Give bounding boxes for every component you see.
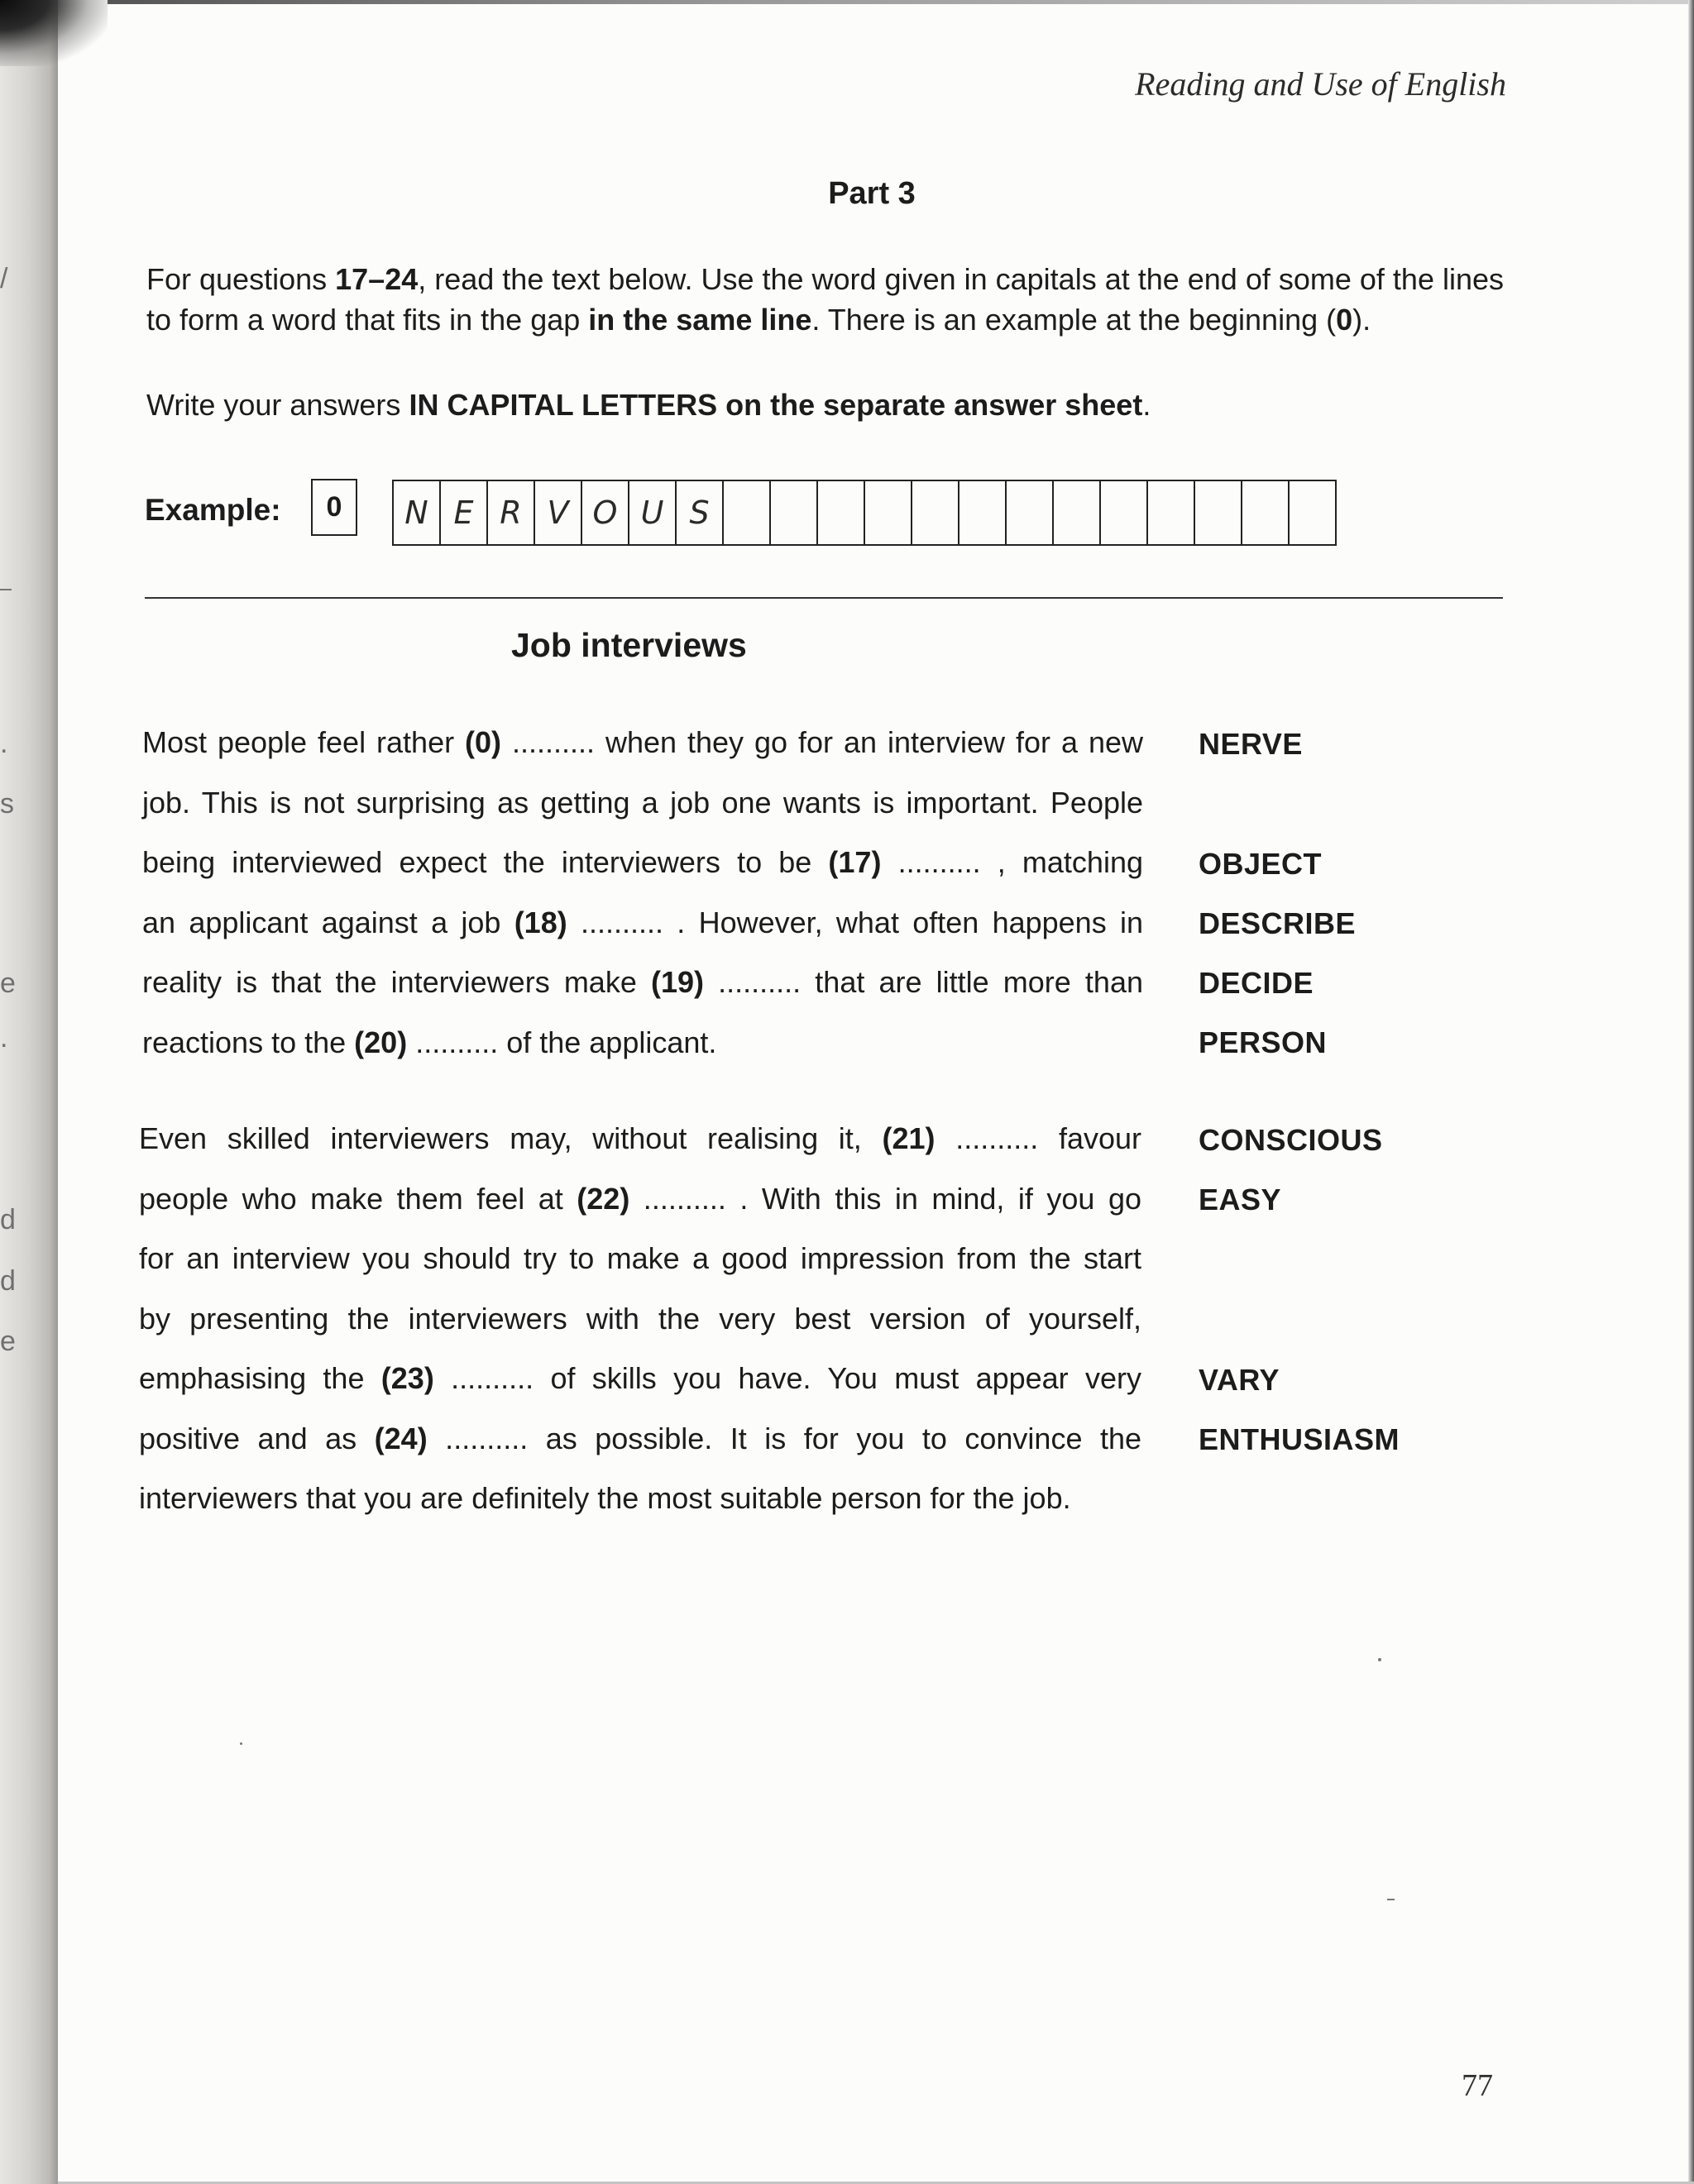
- paper-speck: [1387, 1899, 1395, 1900]
- gap-number: (22): [577, 1181, 630, 1216]
- margin-fragment: s: [0, 788, 14, 820]
- line-text: .......... of the applicant.: [407, 1025, 717, 1059]
- example-letter-box: [724, 481, 771, 544]
- line-text: .......... , matching: [881, 845, 1143, 880]
- text-line: [139, 1302, 1141, 1336]
- example-letter-box: U: [629, 481, 677, 544]
- example-letter-box: V: [535, 481, 582, 544]
- instructions-paragraph-2: [146, 385, 1507, 425]
- instr-question-range: 17–24: [335, 262, 419, 296]
- instr-emphasis: in the same line: [588, 303, 812, 337]
- keyword-conscious: CONSCIOUS: [1199, 1123, 1383, 1157]
- example-letter-box: [1007, 481, 1054, 544]
- line-text: .......... of skills you have. You must appear very: [433, 1361, 1141, 1395]
- line-text: people who make them feel at: [139, 1181, 577, 1216]
- instr-example-number: 0: [1336, 303, 1353, 337]
- margin-fragment: e: [0, 968, 16, 999]
- gap-number: (19): [650, 965, 705, 1000]
- keyword-person: PERSON: [1199, 1025, 1328, 1059]
- line-text: Even skilled interviewers may, without realising it,: [139, 1121, 883, 1155]
- text-line: [142, 906, 1143, 940]
- paper-speck: [240, 1742, 242, 1745]
- gap-number: (18): [514, 905, 567, 939]
- line-text: being interviewed expect the interviewers to be: [142, 845, 829, 880]
- instr-text: . There is an example at the beginning (: [811, 303, 1337, 337]
- margin-rule-fragment: [0, 589, 12, 590]
- text-line: [139, 1121, 1141, 1156]
- example-letter-box: [1242, 481, 1290, 544]
- example-letter-box: [959, 481, 1007, 544]
- part-title: Part 3: [828, 176, 916, 211]
- margin-fragment: d: [0, 1204, 16, 1235]
- instr-text: ).: [1352, 303, 1371, 337]
- margin-fragment: .: [0, 728, 8, 759]
- example-number-box: 0: [311, 479, 357, 536]
- example-answer-boxes: [392, 480, 1337, 546]
- line-text: .......... as possible. It is for you to convince the: [427, 1421, 1142, 1455]
- line-text: an applicant against a job: [142, 905, 514, 939]
- text-line: [142, 1025, 1143, 1060]
- margin-fragment: .: [0, 1022, 8, 1054]
- example-letter-box: O: [582, 481, 629, 544]
- gap-number: (23): [380, 1361, 434, 1395]
- example-letter-box: [1101, 481, 1148, 544]
- line-text: Most people feel rather: [142, 725, 466, 759]
- example-letter-box: [771, 481, 818, 544]
- line-text: .......... . However, what often happens in: [567, 905, 1144, 939]
- line-text: positive and as: [139, 1421, 375, 1455]
- line-text: for an interview you should try to make a good impression from the start: [139, 1241, 1141, 1275]
- text-line: [139, 1481, 1141, 1516]
- page-corner-shadow: [0, 0, 108, 66]
- section-divider: [145, 597, 1503, 599]
- running-head: Reading and Use of English: [1135, 65, 1506, 103]
- instr-text: Write your answers: [146, 388, 409, 422]
- margin-fragment: /: [0, 263, 8, 294]
- page-number: 77: [1462, 2068, 1493, 2103]
- text-line: [142, 725, 1143, 760]
- text-line: [142, 965, 1143, 1000]
- page-right-edge: [1688, 0, 1694, 2184]
- line-text: .......... that are little more than: [704, 965, 1143, 1000]
- line-text: .......... when they go for an interview for a new: [501, 725, 1143, 759]
- line-text: interviewers that you are definitely the most suitable person for the job.: [139, 1481, 1071, 1515]
- line-text: by presenting the interviewers with the very best version of yourself,: [139, 1301, 1141, 1336]
- book-spine: [0, 0, 58, 2184]
- example-letter-box: [818, 481, 865, 544]
- text-line: [142, 845, 1143, 880]
- line-text: job. This is not surprising as getting a job one wants is important. People: [142, 785, 1143, 820]
- gap-number: (17): [828, 845, 882, 880]
- text-line: [139, 1422, 1141, 1456]
- example-letter-box: [865, 481, 912, 544]
- instr-text: .: [1142, 388, 1151, 422]
- example-letter-box: [1290, 481, 1337, 544]
- instr-text: For questions: [146, 262, 336, 296]
- example-letter-box: N: [394, 481, 441, 544]
- keyword-describe: DESCRIBE: [1199, 906, 1357, 940]
- keyword-decide: DECIDE: [1199, 966, 1314, 1000]
- instructions-paragraph-1: [146, 259, 1507, 340]
- keyword-object: OBJECT: [1199, 847, 1323, 881]
- text-line: [142, 786, 1143, 820]
- example-letter-box: S: [677, 481, 724, 544]
- text-line: [139, 1241, 1141, 1276]
- keyword-easy: EASY: [1199, 1183, 1282, 1216]
- example-letter-box: [912, 481, 959, 544]
- line-text: .......... favour: [935, 1121, 1141, 1155]
- line-text: emphasising the: [139, 1361, 381, 1395]
- gap-number: (20): [354, 1025, 408, 1059]
- example-label: Example:: [145, 493, 281, 527]
- instr-emphasis: IN CAPITAL LETTERS on the separate answer sheet: [409, 388, 1143, 422]
- text-line: [139, 1361, 1141, 1396]
- text-title: Job interviews: [511, 626, 747, 664]
- instr-text: , read the text below. Use the word given in capitals at the end of some of the lines to form a word that fits in the gap: [146, 262, 1505, 337]
- paper-speck: [1378, 1658, 1381, 1661]
- page-top-edge: [108, 0, 1694, 4]
- line-text: reality is that the interviewers make: [142, 965, 651, 1000]
- example-letter-box: [1195, 481, 1242, 544]
- example-letter-box: [1148, 481, 1195, 544]
- example-letter-box: R: [488, 481, 535, 544]
- gap-number: (24): [374, 1421, 428, 1455]
- gap-number: (0): [465, 725, 502, 759]
- text-line: [139, 1182, 1141, 1216]
- example-letter-box: E: [441, 481, 488, 544]
- keyword-nerve: NERVE: [1199, 727, 1303, 761]
- line-text: reactions to the: [142, 1025, 355, 1059]
- margin-fragment: d: [0, 1265, 16, 1297]
- margin-fragment: e: [0, 1326, 16, 1357]
- keyword-enthusiasm: ENTHUSIASM: [1199, 1422, 1400, 1456]
- gap-number: (21): [882, 1121, 936, 1155]
- line-text: .......... . With this in mind, if you go: [629, 1181, 1141, 1216]
- keyword-vary: VARY: [1199, 1363, 1280, 1397]
- example-letter-box: [1054, 481, 1101, 544]
